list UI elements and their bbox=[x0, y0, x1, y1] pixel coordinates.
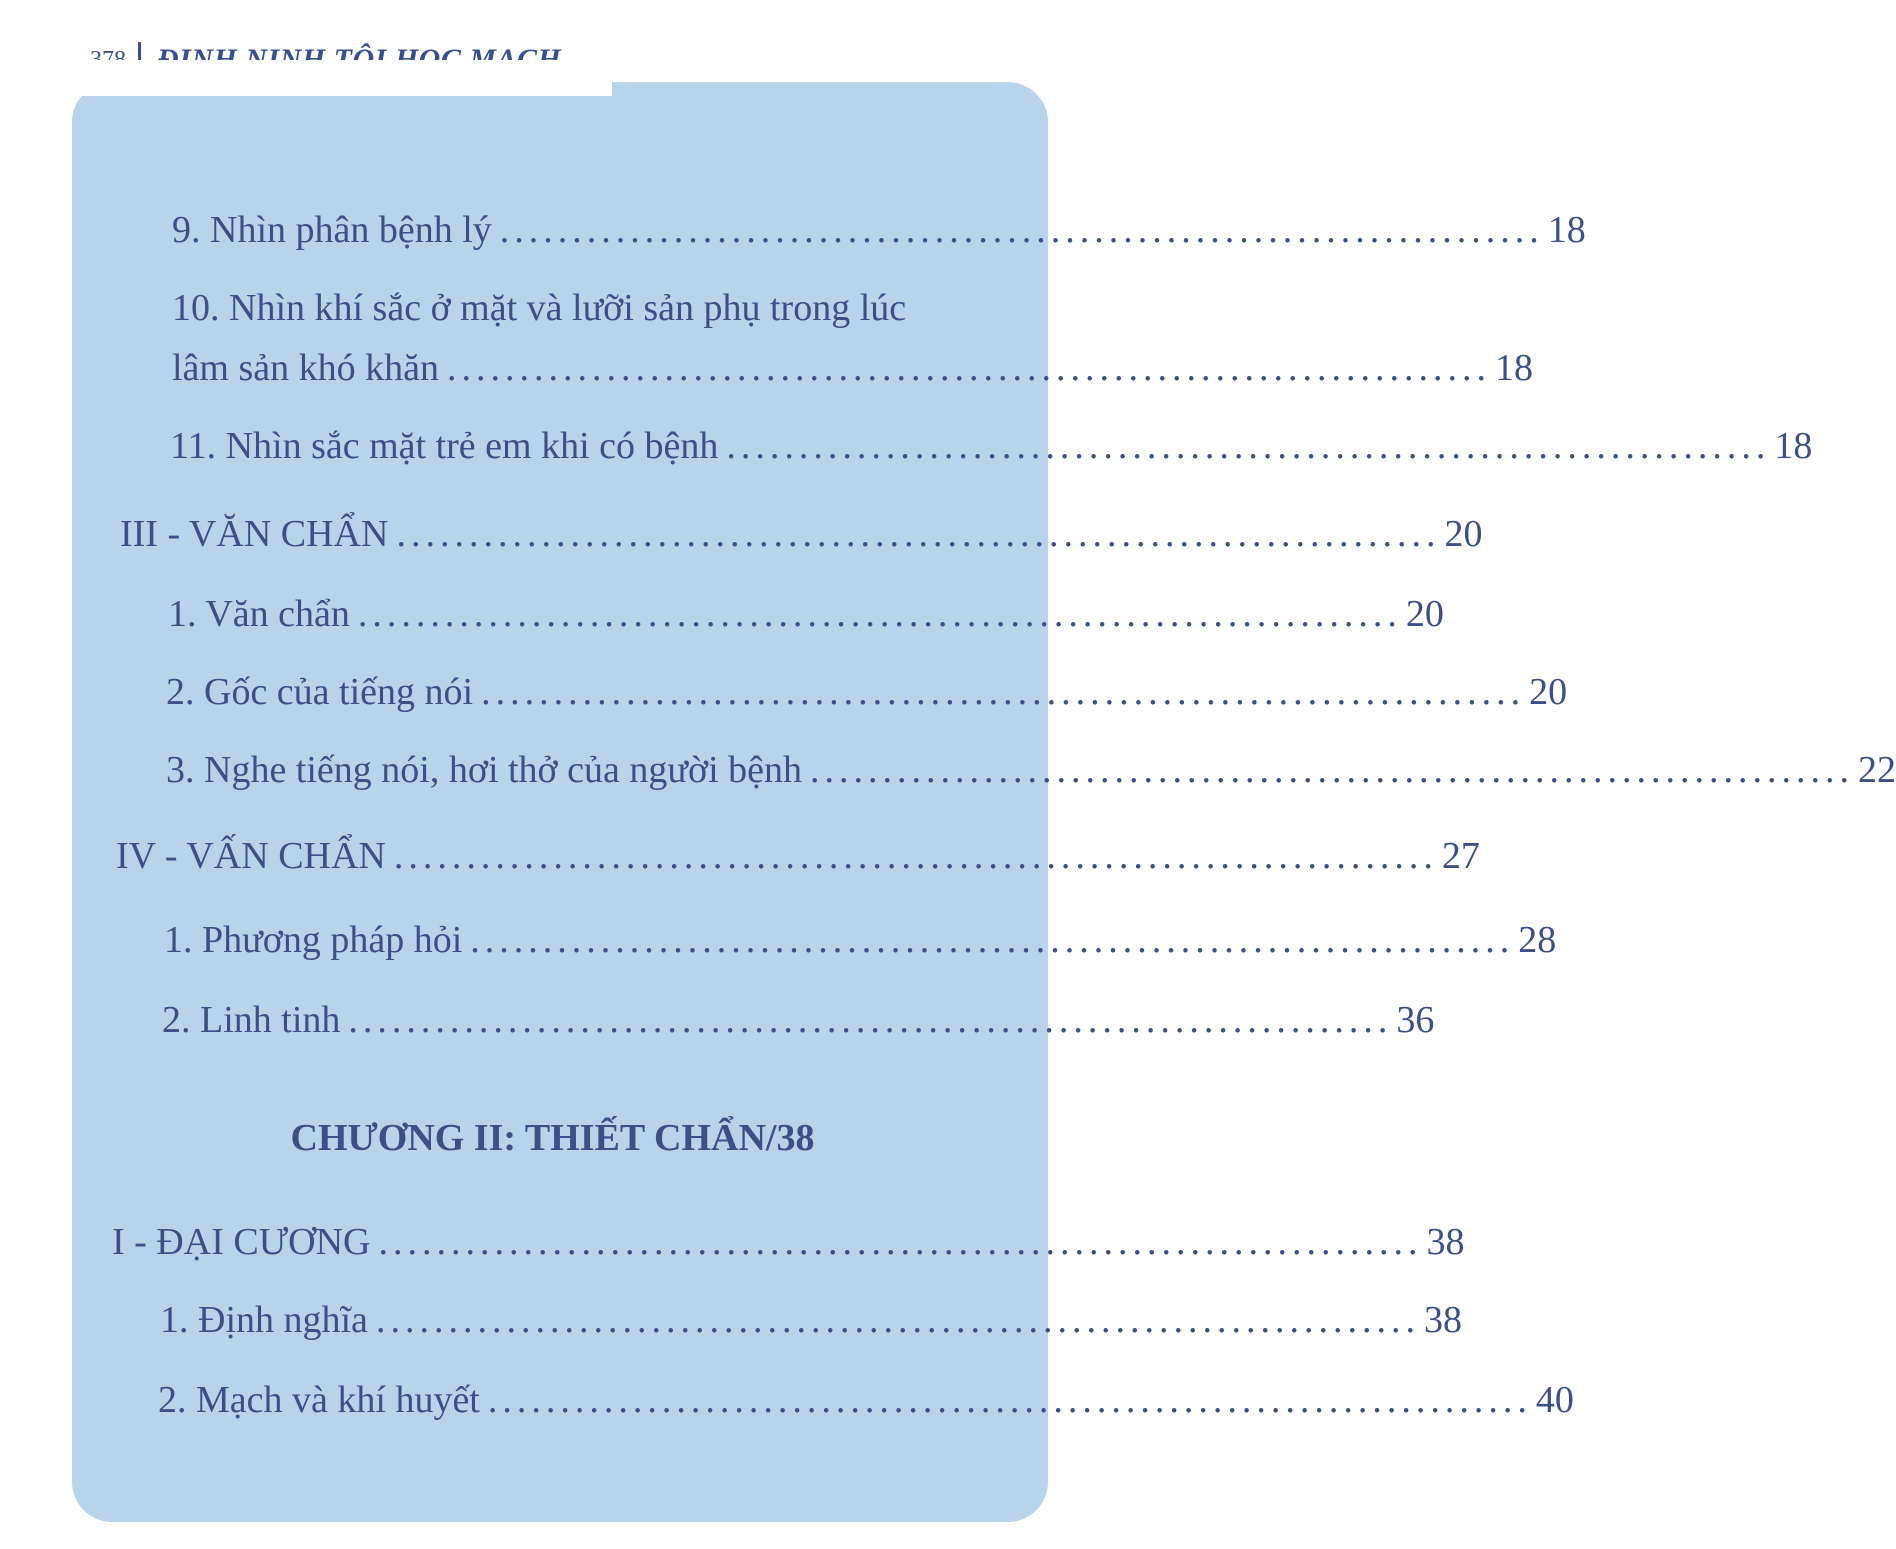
panel-notch bbox=[72, 60, 612, 96]
toc-entry-label: 2. Gốc của tiếng nói bbox=[166, 671, 474, 713]
toc-entry-label: 2. Mạch và khí huyết bbox=[158, 1379, 480, 1421]
toc-leader-dots: ........................................................................ bbox=[396, 513, 1441, 555]
toc-leader-dots: ........................................................................ bbox=[810, 749, 1854, 791]
toc-entry-label: 1. Định nghĩa bbox=[160, 1299, 368, 1341]
toc-entry-page: 38 bbox=[1423, 1299, 1462, 1341]
toc-entry bbox=[160, 1294, 1462, 1342]
toc-entry bbox=[158, 1374, 1574, 1422]
toc-leader-dots: ........................................................................ bbox=[726, 425, 1771, 467]
toc-entry-page: 40 bbox=[1535, 1379, 1574, 1421]
toc-entry-label: 11. Nhìn sắc mặt trẻ em khi có bệnh bbox=[170, 425, 719, 467]
toc-entry-label: 1. Văn chẩn bbox=[168, 593, 350, 635]
chapter-heading: CHƯƠNG II: THIẾT CHẨN/38 bbox=[290, 1117, 815, 1159]
toc-entry-page: 18 bbox=[1495, 347, 1534, 389]
toc-entry bbox=[170, 420, 1813, 468]
toc-section-page: 27 bbox=[1441, 835, 1480, 877]
toc-entry-label: 1. Phương pháp hỏi bbox=[164, 919, 463, 961]
toc-entry-page: 20 bbox=[1529, 671, 1568, 713]
toc-section bbox=[120, 508, 1483, 556]
toc-leader-dots: ........................................................................ bbox=[348, 999, 1393, 1041]
toc-leader-dots: ........................................................................ bbox=[447, 347, 1492, 389]
toc-leader-dots: ........................................................................ bbox=[393, 835, 1438, 877]
toc-entry-label: 2. Linh tinh bbox=[162, 999, 341, 1041]
toc-leader-dots: ........................................................................ bbox=[470, 919, 1515, 961]
toc-section-page: 20 bbox=[1444, 513, 1483, 555]
toc-entry bbox=[172, 204, 1586, 252]
toc-entry-label: lâm sản khó khăn bbox=[172, 347, 440, 389]
toc-entry-page: 20 bbox=[1405, 593, 1444, 635]
toc-entry-page: 28 bbox=[1518, 919, 1557, 961]
toc-entry bbox=[164, 914, 1557, 962]
toc-entry-label: 3. Nghe tiếng nói, hơi thở của người bệnh bbox=[166, 749, 802, 791]
toc-entry-page: 22 bbox=[1858, 749, 1896, 791]
toc-leader-dots: ........................................................................ bbox=[487, 1379, 1532, 1421]
toc-section-label: IV - VẤN CHẨN bbox=[116, 835, 386, 877]
toc-entry-label-line1: 10. Nhìn khí sắc ở mặt và lưỡi sản phụ trong lúc bbox=[172, 287, 907, 329]
toc-entry bbox=[162, 994, 1435, 1042]
toc-entry bbox=[168, 588, 1444, 636]
toc-section-page: 38 bbox=[1426, 1221, 1465, 1263]
toc-entry-page: 18 bbox=[1774, 425, 1813, 467]
toc-leader-dots: ........................................................................ bbox=[499, 209, 1544, 251]
toc-entry-page: 18 bbox=[1547, 209, 1586, 251]
toc-entry bbox=[172, 342, 1534, 390]
toc-leader-dots: ........................................................................ bbox=[375, 1299, 1420, 1341]
toc-entry-label: 9. Nhìn phân bệnh lý bbox=[172, 209, 492, 251]
toc-entry-page: 36 bbox=[1396, 999, 1435, 1041]
toc-section bbox=[116, 830, 1480, 878]
toc-entry bbox=[166, 744, 1896, 792]
toc-leader-dots: ........................................................................ bbox=[357, 593, 1402, 635]
toc-leader-dots: ........................................................................ bbox=[481, 671, 1526, 713]
toc-section-label: I - ĐẠI CƯƠNG bbox=[112, 1221, 371, 1263]
toc-section bbox=[112, 1216, 1465, 1264]
toc-entry bbox=[166, 666, 1568, 714]
toc-leader-dots: ........................................................................ bbox=[378, 1221, 1423, 1263]
toc-section-label: III - VĂN CHẨN bbox=[120, 513, 389, 555]
